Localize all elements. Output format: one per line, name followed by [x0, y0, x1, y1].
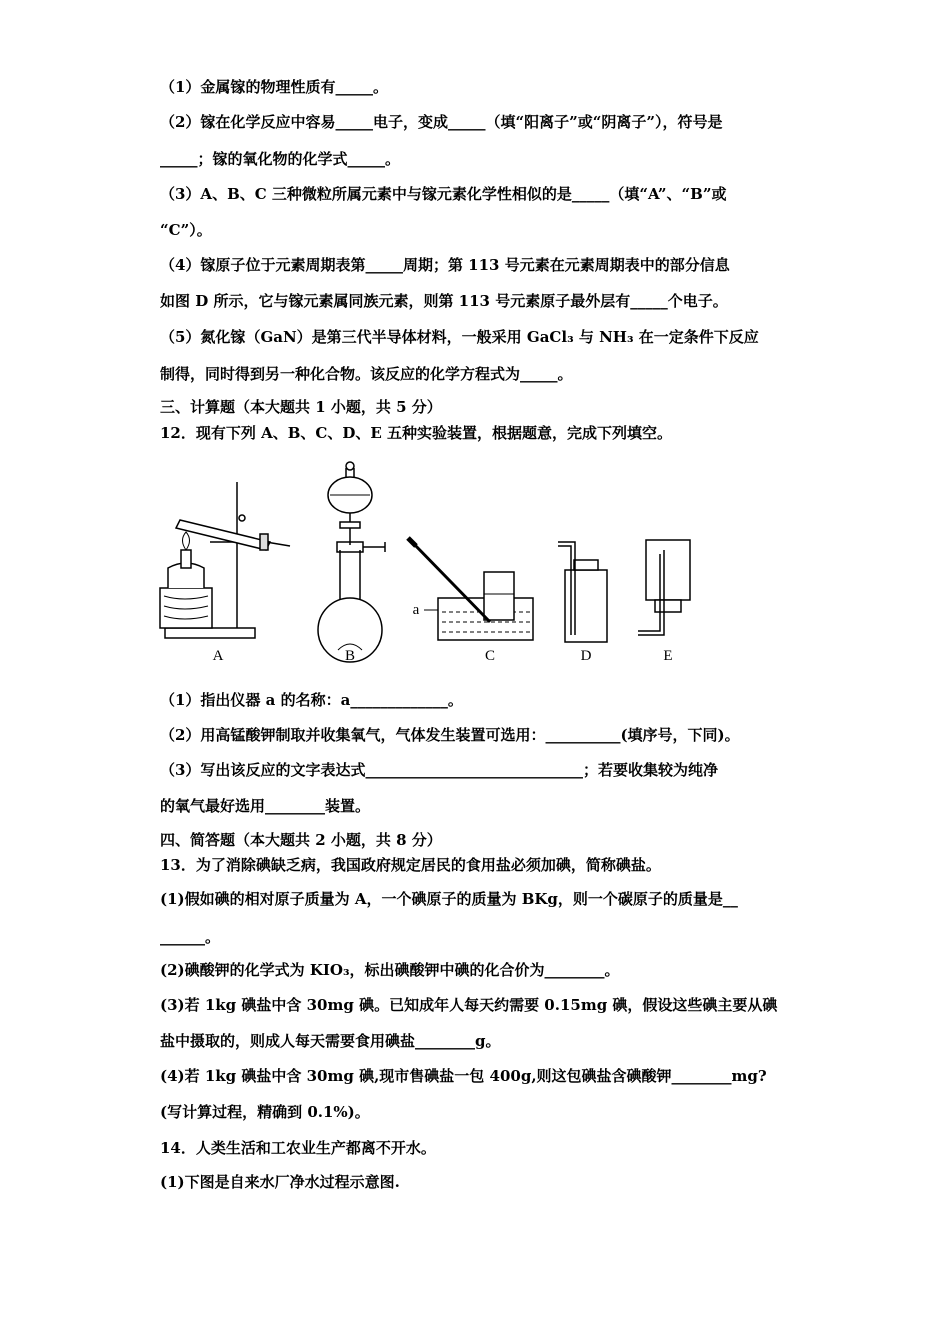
q13-part3-line2: 盐中摄取的，则成人每天需要食用碘盐________g。	[160, 1032, 501, 1050]
q11-part4-line2: 如图 D 所示，它与镓元素属同族元素，则第 113 号元素原子最外层有_____个电子。	[160, 292, 728, 310]
q12-stem: 12．现有下列 A、B、C、D、E 五种实验装置，根据题意，完成下列填空。	[160, 424, 673, 442]
q11-part2-line1: （2）镓在化学反应中容易_____电子，变成_____（填“阳离子”或“阴离子”），符号是	[160, 113, 723, 131]
label-a: A	[212, 648, 224, 664]
q13-part1-line2: ______。	[160, 928, 221, 946]
q13-part2: (2)碘酸钾的化学式为 KIO₃，标出碘酸钾中碘的化合价为________。	[160, 961, 620, 979]
apparatus-b	[318, 462, 385, 662]
q11-part5-line1: （5）氮化镓（GaN）是第三代半导体材料，一般采用 GaCl₃ 与 NH₃ 在一定条件下反应	[160, 328, 759, 346]
q11-part1: （1）金属镓的物理性质有_____。	[160, 78, 388, 96]
apparatus-a	[160, 482, 290, 638]
lab-apparatus-figure	[150, 450, 673, 670]
q13-part3-line1: (3)若 1kg 碘盐中含 30mg 碘。已知成年人每天约需要 0.15mg 碘，假设这些碘主要从碘	[160, 996, 778, 1014]
apparatus-d	[558, 542, 607, 642]
label-d: D	[580, 648, 592, 664]
q13-part1-line1: (1)假如碘的相对原子质量为 A，一个碘原子的质量为 BKg，则一个碳原子的质量是__	[160, 890, 738, 908]
apparatus-c	[408, 538, 533, 640]
label-e: E	[663, 648, 673, 664]
q14-part1: (1)下图是自来水厂净水过程示意图.	[160, 1173, 400, 1191]
q11-part5-line2: 制得，同时得到另一种化合物。该反应的化学方程式为_____。	[160, 365, 573, 383]
q12-part3-line2: 的氧气最好选用________装置。	[160, 797, 371, 815]
q11-part4-line1: （4）镓原子位于元素周期表第_____周期；第 113 号元素在元素周期表中的部分信息	[160, 256, 730, 274]
q13-part4-line1: (4)若 1kg 碘盐中含 30mg 碘,现市售碘盐一包 400g,则这包碘盐含碘酸钾________mg?	[160, 1067, 767, 1085]
q12-part2: （2）用高锰酸钾制取并收集氧气，气体发生装置可选用：__________(填序号，下同)。	[160, 726, 740, 744]
apparatus-e	[638, 540, 690, 635]
q13-part4-line2: (写计算过程，精确到 0.1%)。	[160, 1103, 370, 1121]
section-3-heading: 三、计算题（本大题共 1 小题，共 5 分）	[160, 398, 442, 416]
q13-stem: 13．为了消除碘缺乏病，我国政府规定居民的食用盐必须加碘，简称碘盐。	[160, 856, 661, 874]
label-instrument-a: a	[412, 602, 420, 618]
q14-stem: 14．人类生活和工农业生产都离不开水。	[160, 1139, 436, 1157]
q12-part1: （1）指出仪器 a 的名称：a_____________。	[160, 691, 463, 709]
label-c: C	[484, 648, 496, 664]
q12-part3-line1: （3）写出该反应的文字表达式_____________________________；若要收集较为纯净	[160, 761, 718, 779]
q11-part3-line2: “C”）。	[160, 221, 212, 239]
section-4-heading: 四、简答题（本大题共 2 小题，共 8 分）	[160, 831, 442, 849]
q11-part2-line2: _____；镓的氧化物的化学式_____。	[160, 150, 401, 168]
q11-part3-line1: （3）A、B、C 三种微粒所属元素中与镓元素化学性相似的是_____（填“A”、“B”或	[160, 185, 727, 203]
label-b: B	[344, 648, 356, 664]
